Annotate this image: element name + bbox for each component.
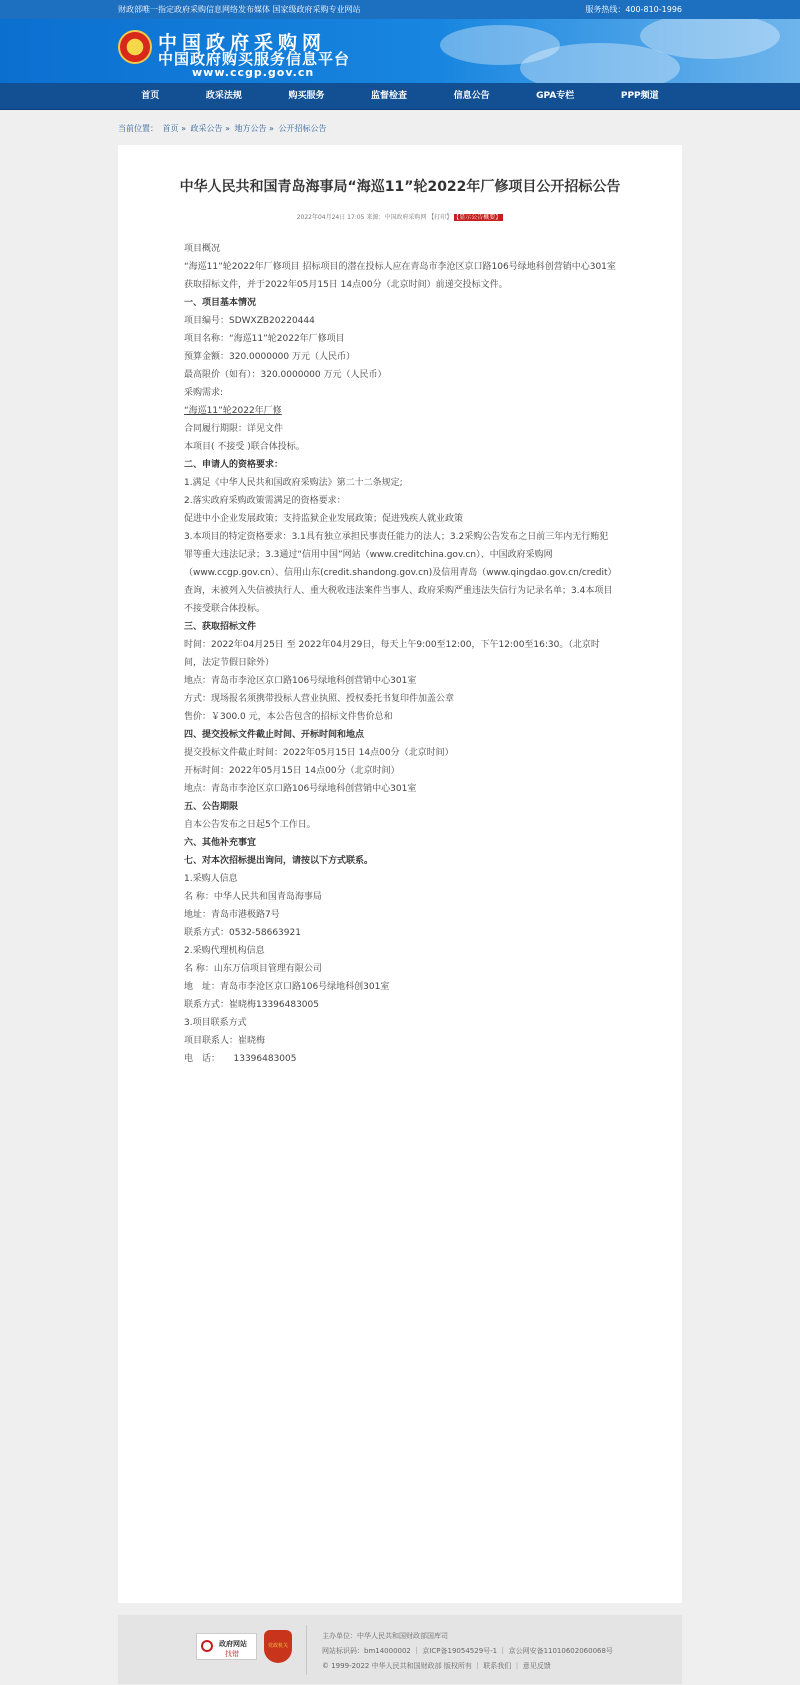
footer-copyright: © 1999-2022 中华人民共和国财政部 版权所有 ｜ 联系我们 ｜ 意见反馈 [322,1662,551,1670]
purchaser-phone: 联系方式：0532-58663921 [184,928,301,938]
document-time: 时间：2022年04月25日 至 2022年04月29日，每天上午9:00至12:00，下午12:00至16:30。（北京时间，法定节假日除外） [184,640,600,668]
project-price-limit: 最高限价（如有）：320.0000000 万元（人民币） [184,370,387,380]
nav-gpa[interactable]: GPA专栏 [536,91,575,101]
national-emblem-icon[interactable]: ★ [118,30,152,64]
qualification-1: 1.满足《中华人民共和国政府采购法》第二十二条规定; [184,478,403,488]
qualification-3: 3.本项目的特定资格要求：3.1具有独立承担民事责任能力的法人；3.2采购公告发布之日前三年内无行贿犯罪等重大违法记录；3.3通过“信用中国”网站（www.creditchina.gov.cn）、中国政府采购网（www.ccgp.gov.cn）、信用山东(credit.shandong.gov.cn)及信用青岛（www.qingdao.gov.cn/credit）查询，未被列入失信被执行人、重大税收违法案件当事人、政府采购严重违法失信行为记录名单；3.4本项目不接受联合体投标。 [184,532,613,614]
project-number: 项目编号：SDWXZB20220444 [184,316,315,326]
section-5-heading: 五、公告期限 [184,802,239,812]
section-3-heading: 三、获取招标文件 [184,622,257,632]
nav-regulations[interactable]: 政采法规 [205,91,242,101]
party-gov-org-label: 党政机关 [267,1643,288,1649]
section-1-heading: 一、项目基本情况 [184,298,257,308]
nav-ppp[interactable]: PPP频道 [620,91,659,101]
overview-title: 项目概况 [184,244,221,254]
overview-text: “海巡11”轮2022年厂修项目 招标项目的潜在投标人应在青岛市李沧区京口路106号绿地科创营销中心301室获取招标文件，并于2022年05月15日 14点00分（北京时间）前递交投标文件。 [184,262,616,290]
project-contact-title: 3.项目联系方式 [184,1018,247,1028]
magnifier-icon [201,1640,213,1652]
nav-supervision[interactable]: 监督检查 [371,91,408,101]
section-7-heading: 七、对本次招标提出询问，请按以下方式联系。 [184,856,374,866]
gov-site-label: 政府网站 [219,1640,247,1648]
agency-address: 地 址：青岛市李沧区京口路106号绿地科创301室 [184,982,390,992]
main-nav [0,83,800,110]
service-hotline: 服务热线：400-810-1996 [585,5,682,14]
breadcrumb-current[interactable]: 公开招标公告 [278,124,327,133]
bid-deadline: 提交投标文件截止时间：2022年05月15日 14点00分（北京时间） [184,748,454,758]
gov-site-error-report-logo[interactable] [196,1633,257,1660]
qualification-policies: 促进中小企业发展政策；支持监狱企业发展政策；促进残疾人就业政策 [184,514,464,524]
qualification-2: 2.落实政府采购政策需满足的资格要求： [184,496,346,506]
purchaser-title: 1.采购人信息 [184,874,238,884]
nav-home[interactable]: 首页 [141,91,160,101]
project-contact-person: 项目联系人：崔晓梅 [184,1036,266,1046]
agency-title: 2.采购代理机构信息 [184,946,265,956]
article-body [118,222,682,1068]
project-budget: 预算金额：320.0000000 万元（人民币） [184,352,355,362]
agency-phone: 联系方式：崔晓梅13396483005 [184,1000,319,1010]
purchaser-name: 名 称：中华人民共和国青岛海事局 [184,892,322,902]
article-meta-text: 2022年04月24日 17:05 来源：中国政府采购网 【打印】 [296,214,453,221]
breadcrumb [118,123,682,135]
consortium-policy: 本项目( 不接受 )联合体投标。 [184,442,305,452]
footer-registration: 网站标识码：bm14000002 ｜ 京ICP备19054529号-1 ｜ 京公网安备11010602060068号 [322,1647,613,1655]
site-logo-subtitle: 中国政府购买服务信息平台 [158,50,351,68]
project-contact-phone: 电 话： 13396483005 [184,1054,297,1064]
breadcrumb-prefix: 当前位置： [118,124,158,133]
footer-divider [306,1625,307,1675]
section-2-heading: 二、申请人的资格要求： [184,460,284,470]
find-error-label: 找错 [225,1650,239,1658]
agency-name: 名 称：山东万信项目管理有限公司 [184,964,322,974]
section-6-heading: 六、其他补充事宜 [184,838,257,848]
announcement-period: 自本公告发布之日起5个工作日。 [184,820,316,830]
show-summary-button[interactable]: 【显示公告概要】 [456,214,502,221]
footer-info [322,1629,613,1674]
purchaser-address: 地址：青岛市港极路7号 [184,910,280,920]
breadcrumb-announcements[interactable]: 政采公告 » [190,124,230,133]
site-footer [118,1615,682,1684]
nav-purchase-services[interactable]: 购买服务 [288,91,325,101]
bid-opening-time: 开标时间：2022年05月15日 14点00分（北京时间） [184,766,400,776]
footer-organizer: 主办单位：中华人民共和国财政部国库司 [322,1632,448,1640]
nav-announcements[interactable]: 信息公告 [453,91,490,101]
site-domain: www.ccgp.gov.cn [192,66,315,79]
purchase-requirement-item: “海巡11”轮2022年厂修 [184,406,282,416]
breadcrumb-local[interactable]: 地方公告 » [234,124,274,133]
document-price: 售价：￥300.0 元，本公告包含的招标文件售价总和 [184,712,393,722]
document-place: 地点：青岛市李沧区京口路106号绿地科创营销中心301室 [184,676,417,686]
site-logo-title[interactable]: 中国政府采购网 [158,32,327,54]
section-4-heading: 四、提交投标文件截止时间、开标时间和地点 [184,730,365,740]
project-name: 项目名称：“海巡11”轮2022年厂修项目 [184,334,345,344]
purchase-requirement-label: 采购需求: [184,388,224,398]
breadcrumb-home[interactable]: 首页 » [162,124,186,133]
article-meta [118,213,682,222]
bid-place: 地点：青岛市李沧区京口路106号绿地科创营销中心301室 [184,784,417,794]
article-title: 中华人民共和国青岛海事局“海巡11”轮2022年厂修项目公开招标公告 [179,179,621,195]
article-card [118,145,682,1603]
party-gov-org-logo[interactable] [264,1630,292,1663]
contract-period: 合同履行期限：详见文件 [184,424,284,434]
top-bar-slogan: 财政部唯一指定政府采购信息网络发布媒体 国家级政府采购专业网站 [118,5,361,14]
document-method: 方式：现场报名须携带投标人营业执照、授权委托书复印件加盖公章 [184,694,455,704]
top-bar [0,0,800,19]
site-banner [0,19,800,83]
